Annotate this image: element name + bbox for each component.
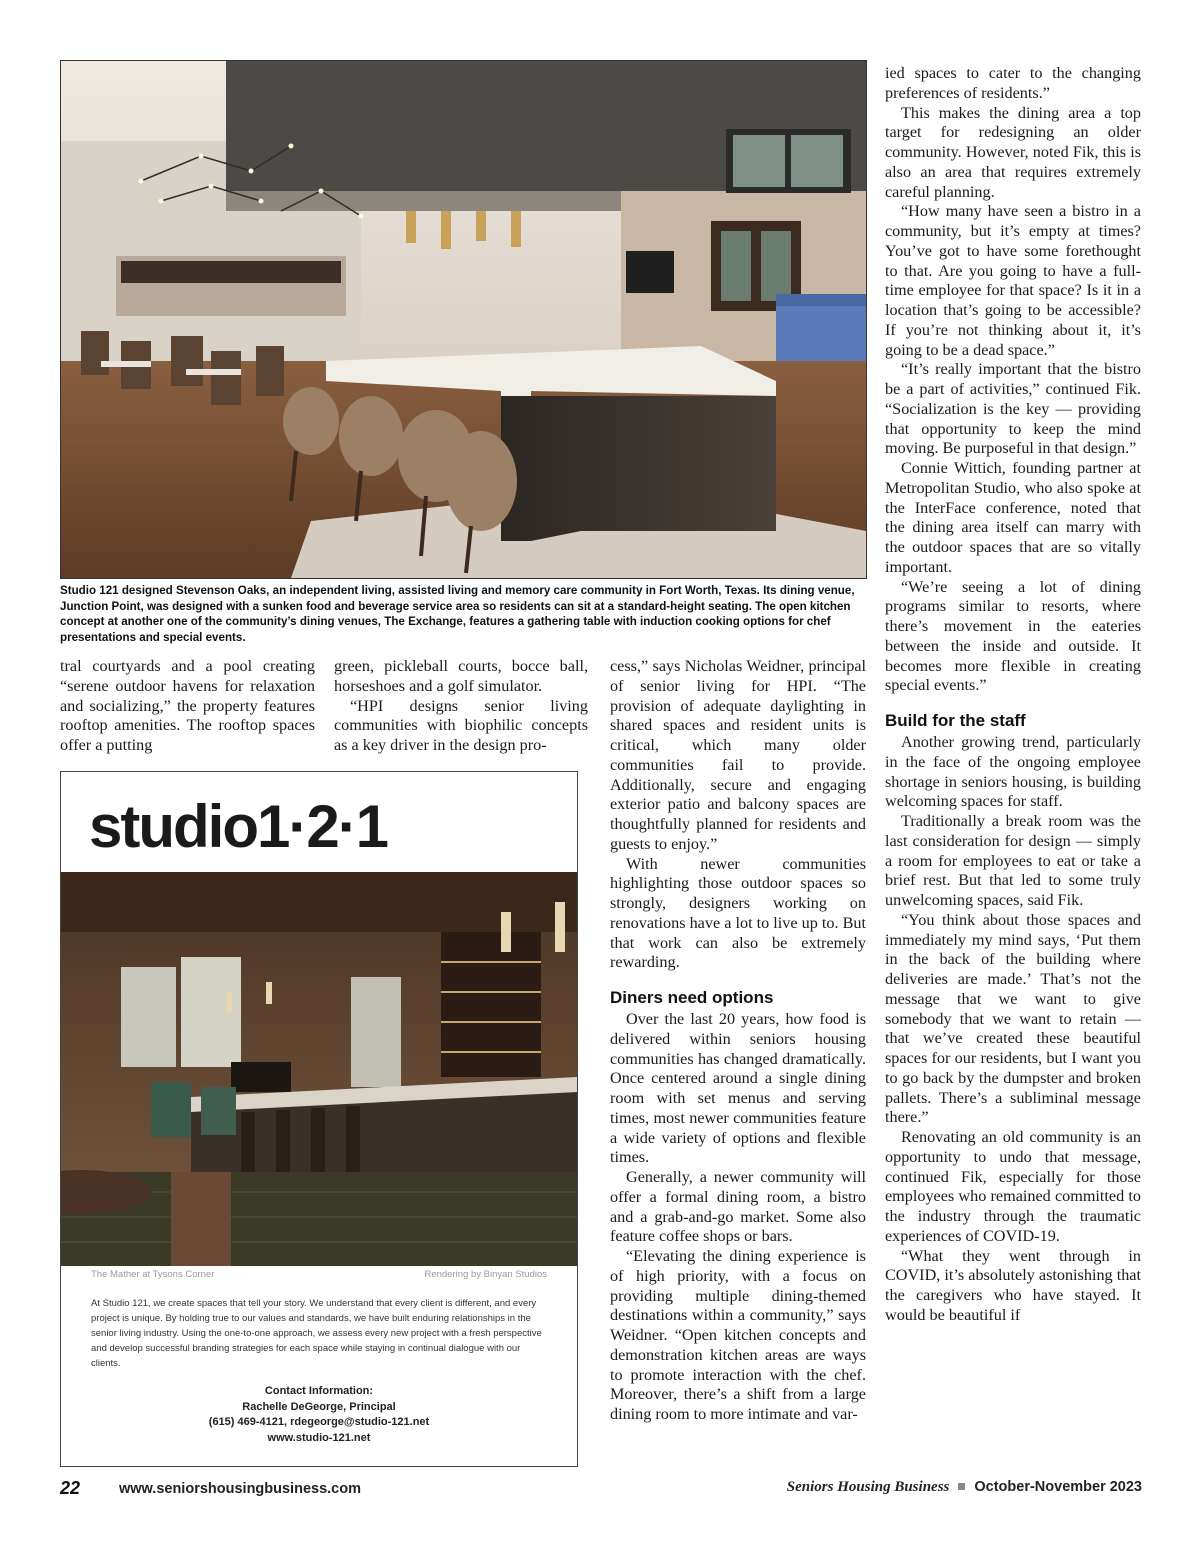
publication-name: Seniors Housing Business [786, 1479, 950, 1495]
paragraph: Connie Wittich, founding partner at Metropolitan Studio, who also spoke at the InterFace conference, noted that the dining area itself can marry with the outdoor spaces that are so vitally important. [885, 459, 1141, 576]
restaurant-rendering-illustration [61, 872, 577, 1266]
paragraph: “What they went through in COVID, it’s absolutely astonishing that the caregivers who have stayed. It would be beautiful if [885, 1246, 1141, 1324]
ad-contact-block [61, 1384, 577, 1446]
paragraph: “It’s really important that the bistro be a part of activities,” continued Fik. “Socialization is the key — providing that opportunity to keep the mind moving. Be purposeful in that design.” [885, 360, 1141, 458]
paragraph: “HPI designs senior living communities with biophilic concepts as a key driver in the design pro- [334, 696, 588, 754]
ad-photo-location: The Mather at Tysons Corner [91, 1269, 215, 1280]
column-2 [334, 657, 588, 756]
dining-venue-illustration [61, 61, 866, 578]
ad-photo-credit: Rendering by Binyan Studios [424, 1269, 547, 1280]
paragraph: With newer communities highlighting those outdoor spaces so strongly, designers working on renovations have a lot to live up to. But that work can also be extremely rewarding. [610, 854, 866, 972]
paragraph: This makes the dining area a top target for redesigning an older community. However, noted Fik, this is also an area that requires extremely careful planning. [885, 103, 1141, 201]
studio-121-logo: studio1·2·1 [89, 793, 388, 860]
paragraph: “You think about those spaces and immediately my mind says, ‘Put them in the back of the building where deliveries are made.’ That’s not the message that we want to give somebody that we want to retain — that we’ve created these beautiful spaces for our residents, but I want you to go back by the dumpster and broken pallets. There’s a subliminal message there.” [885, 910, 1141, 1127]
paragraph: Renovating an old community is an opportunity to undo that message, continued Fik, especially for those employees who remained committed to the industry through the traumatic experiences of COVID-19. [885, 1128, 1141, 1245]
ad-contact-name: Rachelle DeGeorge, Principal [242, 1400, 396, 1413]
paragraph: green, pickleball courts, bocce ball, horseshoes and a golf simulator. [334, 657, 588, 695]
paragraph: Another growing trend, particularly in the face of the ongoing employee shortage in seniors housing, is building welcoming spaces for staff. [885, 733, 1141, 811]
paragraph: Traditionally a break room was the last consideration for design — simply a room for employees to eat or take a brief rest. But that led to some truly unwelcoming spaces, said Fik. [885, 812, 1141, 909]
column-3 [610, 657, 866, 1425]
section-heading: Diners need options [610, 988, 774, 1007]
studio-121-advertisement [60, 771, 578, 1467]
paragraph: ied spaces to cater to the changing preferences of residents.” [885, 64, 1141, 102]
ad-contact-title: Contact Information: [264, 1385, 374, 1397]
ad-contact-website: www.studio-121.net [267, 1431, 371, 1444]
square-separator-icon [958, 1483, 965, 1490]
footer-publication-info [787, 1479, 1142, 1496]
ad-body-text: At Studio 121, we create spaces that tell your story. We understand that every client is different, and every project is unique. By holding true to our values and standards, we have built enduring relationships in the senior living industry. Using the one-to-one approach, we assess every new project with a fresh perspective and develop successful branding strategies for each space while staying in continual dialogue with our clients. [91, 1298, 542, 1369]
paragraph: tral courtyards and a pool creating “serene outdoor havens for relaxation and socializing,” the property features rooftop amenities. The rooftop spaces offer a putting [60, 657, 315, 754]
paragraph: Over the last 20 years, how food is delivered within seniors housing communities has changed dramatically. Once centered around a single dining room with set menus and serving times, most newer communities feature a wide variety of options and flexible times. [610, 1010, 866, 1167]
paragraph: “How many have seen a bistro in a community, but it’s empty at times? You’ve got to have some forethought to that. Are you going to have a full-time employee for that space? Is it in a location that’s going to be accessible? If you’re not thinking about it, it’s going to be a dead space.” [885, 202, 1141, 359]
paragraph: “Elevating the dining experience is of high priority, with a focus on providing multiple dining-themed destinations within a community,” says Weidner. “Open kitchen concepts and demonstration kitchen areas are ways to promote interaction with the chef. Moreover, there’s a shift from a large dining room to more intimate and var- [610, 1247, 866, 1423]
paragraph: “We’re seeing a lot of dining programs similar to resorts, where there’s movement in the eateries between the inside and outside. It becomes more flexible in creating special events.” [885, 577, 1141, 695]
footer-website-link[interactable]: www.seniorshousingbusiness.com [119, 1481, 361, 1497]
paragraph: Generally, a newer community will offer a formal dining room, a bistro and a grab-and-go market. Some also feature coffee shops or bars. [610, 1168, 866, 1246]
page-number: 22 [60, 1478, 81, 1498]
issue-date: October-November 2023 [974, 1479, 1142, 1495]
photo-caption: Studio 121 designed Stevenson Oaks, an independent living, assisted living and memory care community in Fort Worth, Texas. Its dining venue, Junction Point, was designed with a sunken food and beverage service area so residents can sit at a standard-height seating. The open kitchen concept at another one of the community’s dining venues, The Exchange, features a gathering table with induction cooking options for chef presentations and special events. [60, 584, 855, 644]
paragraph: cess,” says Nicholas Weidner, principal of senior living for HPI. “The provision of adequate daylighting in shared spaces and resident units is critical, which many older communities fail to provide. Additionally, secure and engaging exterior patio and balcony spaces are thoughtfully planned for residents and guests to enjoy.” [610, 657, 866, 853]
dining-venue-photo [60, 60, 867, 579]
column-4 [885, 64, 1141, 1326]
column-1 [60, 657, 315, 756]
ad-rendering-photo [61, 872, 577, 1266]
ad-contact-phone-email: (615) 469-4121, rdegeorge@studio-121.net [208, 1416, 430, 1428]
section-heading: Build for the staff [885, 711, 1026, 730]
